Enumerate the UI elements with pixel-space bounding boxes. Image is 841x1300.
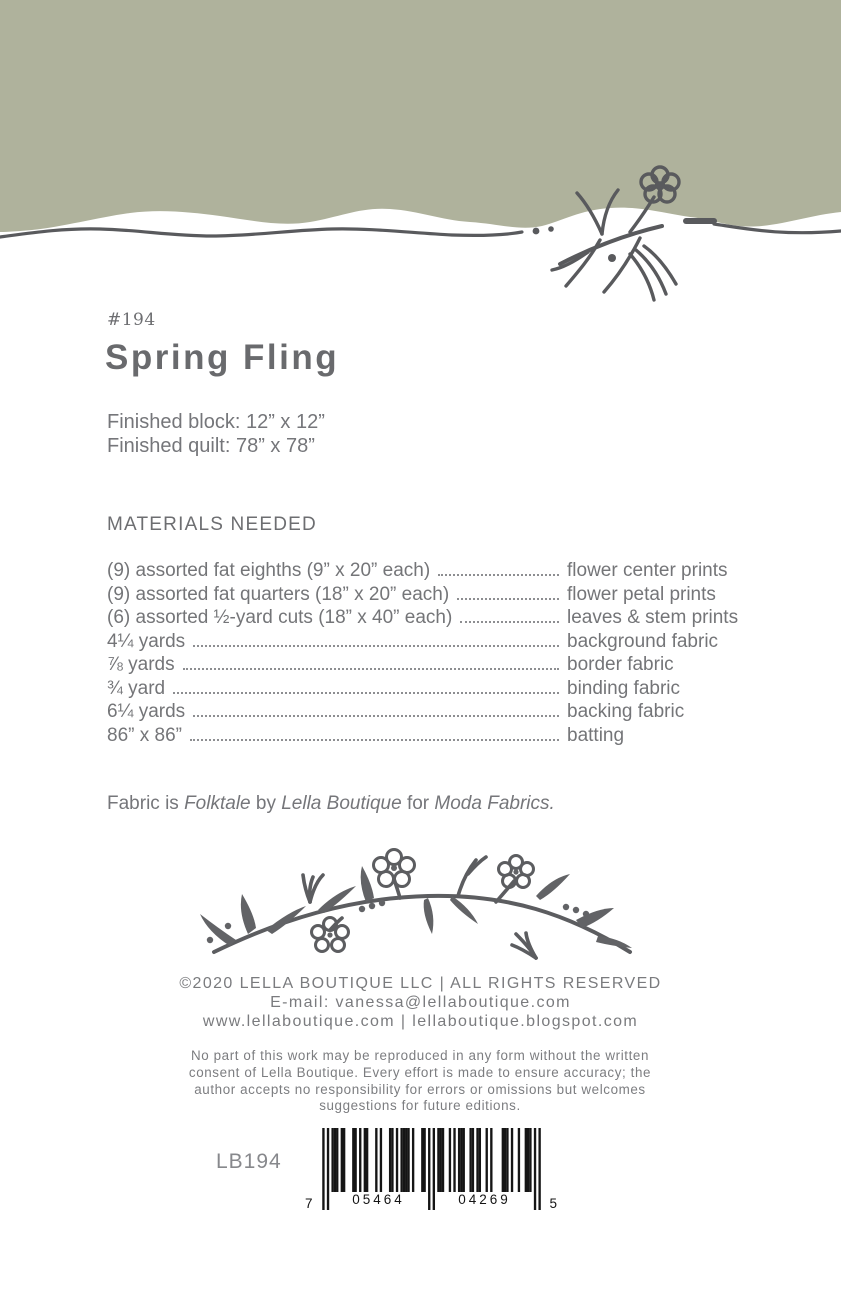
material-row	[107, 654, 765, 678]
finished-sizes	[107, 410, 325, 458]
material-row	[107, 607, 765, 631]
finished-quilt: Finished quilt: 78” x 78”	[107, 435, 315, 457]
barcode-digit-first: 7	[305, 1196, 313, 1211]
torn-edge-ink-line	[0, 221, 841, 237]
material-row	[107, 560, 765, 584]
email-line: E-mail: vanessa@lellaboutique.com	[270, 994, 571, 1011]
materials-list	[107, 560, 765, 748]
fabric-manufacturer: Moda Fabrics.	[434, 793, 555, 814]
fabric-attribution	[107, 793, 555, 815]
finished-block: Finished block: 12” x 12”	[107, 411, 325, 433]
material-use: backing fabric	[567, 701, 685, 722]
material-item: (9) assorted fat quarters (18” x 20” each)	[107, 583, 450, 605]
page-title: Spring Fling	[105, 338, 340, 377]
material-use: flower petal prints	[567, 583, 716, 605]
copyright-line: ©2020 LELLA BOUTIQUE LLC | ALL RIGHTS RESERVED	[179, 975, 662, 992]
dot-leader	[438, 574, 559, 576]
material-use: leaves & stem prints	[567, 607, 739, 628]
dot-leader	[183, 668, 559, 670]
fabric-designer: Lella Boutique	[281, 793, 402, 814]
dot-leader	[193, 645, 559, 647]
material-use: binding fabric	[567, 677, 681, 699]
material-row	[107, 631, 765, 655]
floral-vine-illustration	[200, 846, 640, 970]
fabric-text: by	[250, 793, 282, 814]
fabric-collection: Folktale	[184, 793, 251, 814]
material-use: border fabric	[567, 654, 674, 675]
material-item: 4¼ yards	[107, 630, 186, 652]
fabric-text: Fabric is	[107, 793, 185, 814]
barcode-digits-left: 05464	[331, 1192, 426, 1210]
materials-heading: MATERIALS NEEDED	[107, 514, 317, 535]
material-row	[107, 584, 765, 608]
barcode-digits-right: 04269	[437, 1192, 532, 1210]
material-use: background fabric	[567, 630, 719, 652]
material-item: ⅞ yards	[107, 654, 175, 675]
dot-leader	[457, 598, 559, 600]
material-item: (9) assorted fat eighths (9” x 20” each)	[107, 560, 431, 581]
material-use: batting	[567, 724, 625, 746]
material-use: flower center prints	[567, 560, 728, 581]
dot-leader	[190, 739, 559, 741]
material-row	[107, 678, 765, 702]
dot-leader	[460, 621, 559, 623]
material-item: ¾ yard	[107, 677, 166, 699]
barcode	[305, 1128, 557, 1212]
material-item: 6¼ yards	[107, 701, 186, 722]
material-row	[107, 701, 765, 725]
websites-line: www.lellaboutique.com | lellaboutique.blogspot.com	[202, 1013, 639, 1030]
pattern-number: #194	[107, 310, 156, 330]
dot-leader	[193, 715, 559, 717]
header-band	[0, 0, 841, 330]
material-item: (6) assorted ½-yard cuts (18” x 40” each)	[107, 607, 453, 628]
footer-contact	[0, 974, 841, 1031]
band-green-shape	[0, 0, 841, 232]
fabric-text: for	[401, 793, 435, 814]
material-item: 86” x 86”	[107, 724, 182, 746]
barcode-digit-last: 5	[549, 1196, 557, 1211]
legal-notice: No part of this work may be reproduced in any form without the written consent of Lella Boutique. Every effort is made to ensure accuracy; the author accepts no responsibility for errors or omissions but welcomes suggestions for future editions.	[188, 1048, 652, 1114]
material-row	[107, 725, 765, 749]
sku-label: LB194	[216, 1150, 282, 1173]
dot-leader	[173, 692, 559, 694]
